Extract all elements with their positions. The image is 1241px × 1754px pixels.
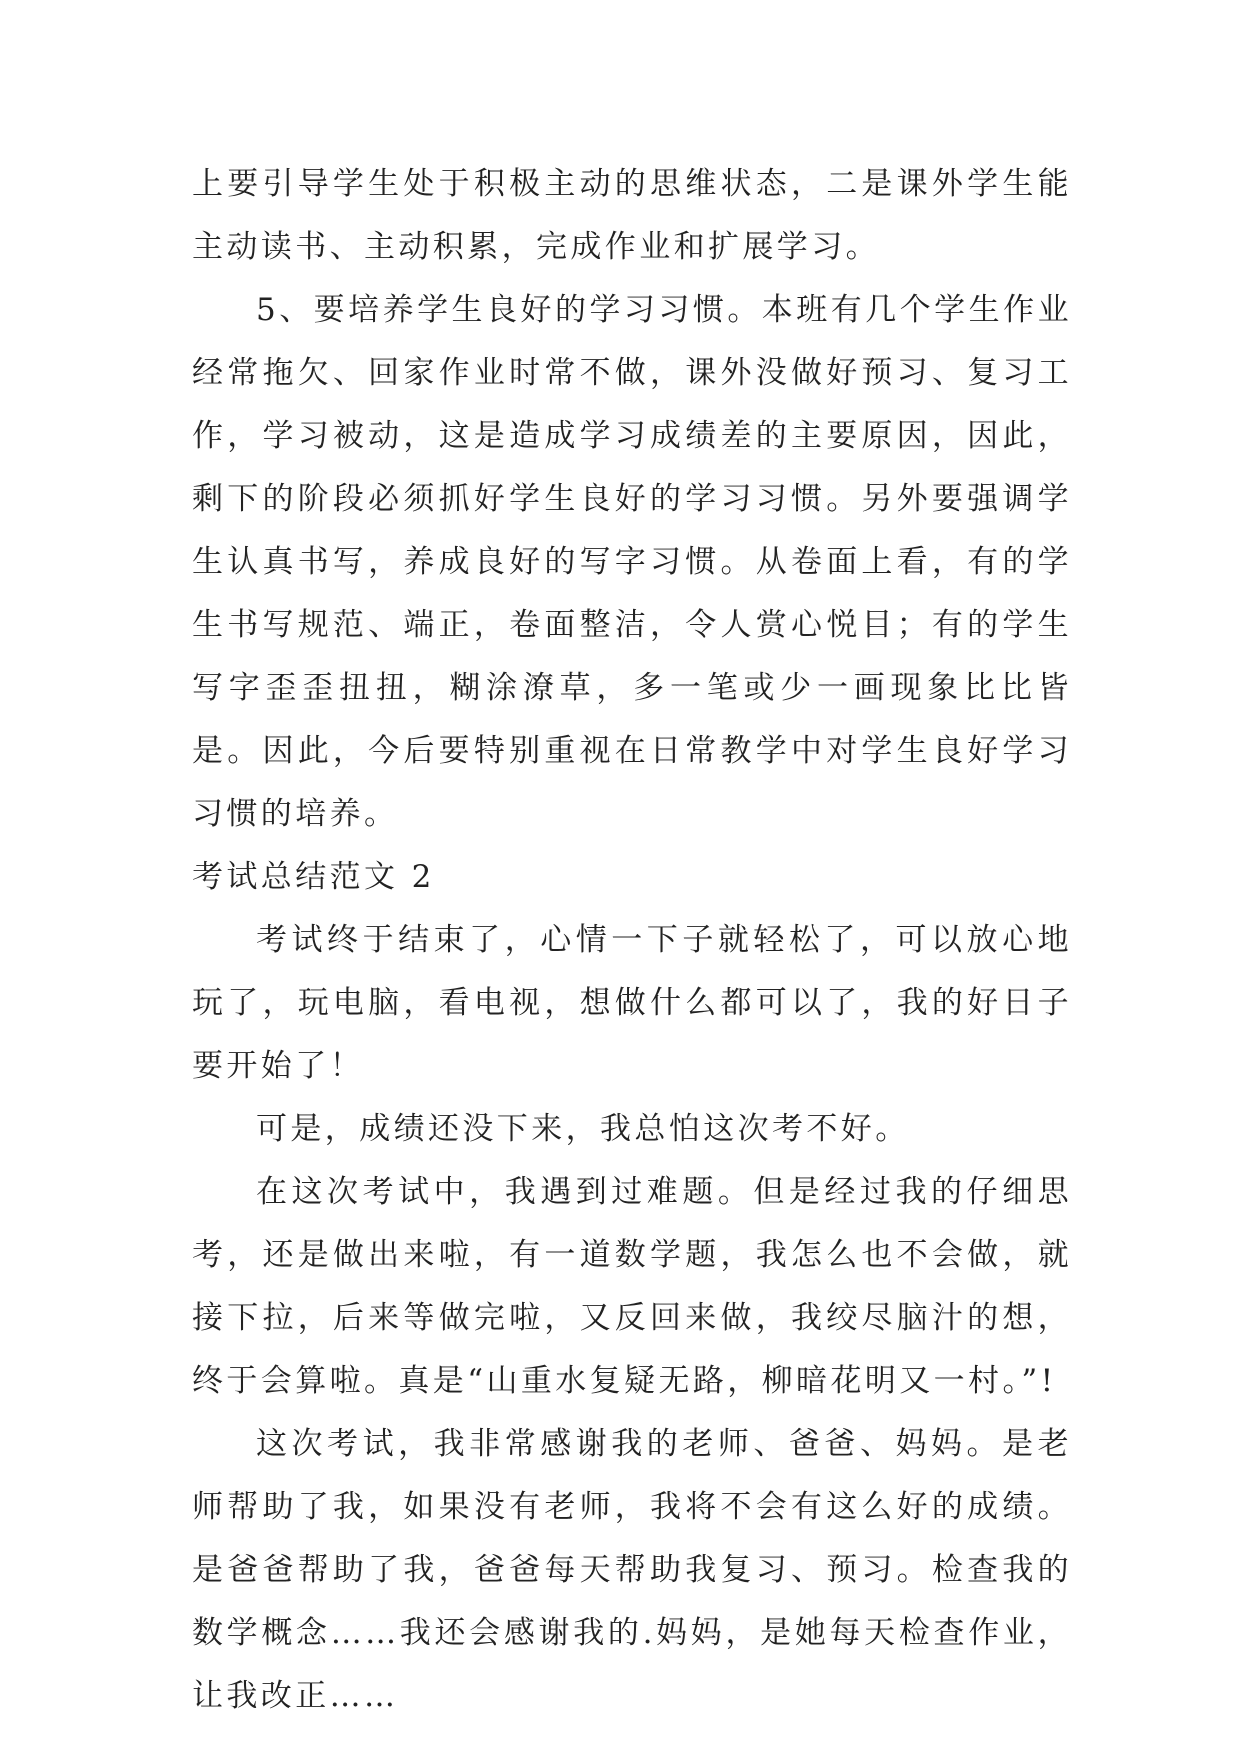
document-body — [192, 153, 1072, 1728]
section-heading: 考试总结范文 2 — [192, 859, 435, 895]
paragraph-thanks: 这次考试，我非常感谢我的老师、爸爸、妈妈。是老师帮助了我，如果没有老师，我将不会有这么好的成绩。是爸爸帮助了我，爸爸每天帮助我复习、预习。检查我的数学概念……我还会感谢我的.妈妈，是她每天检查作业，让我改正…… — [192, 1426, 1072, 1714]
paragraph-continuation: 上要引导学生处于积极主动的思维状态，二是课外学生能主动读书、主动积累，完成作业和扩展学习。 — [192, 166, 1072, 265]
paragraph-study-habits: 5、要培养学生良好的学习习惯。本班有几个学生作业经常拖欠、回家作业时常不做，课外没做好预习、复习工作，学习被动，这是造成学习成绩差的主要原因，因此，剩下的阶段必须抓好学生良好的学习习惯。另外要强调学生认真书写，养成良好的写字习惯。从卷面上看，有的学生书写规范、端正，卷面整洁，令人赏心悦目；有的学生写字歪歪扭扭，糊涂潦草，多一笔或少一画现象比比皆是。因此，今后要特别重视在日常教学中对学生良好学习习惯的培养。 — [192, 292, 1072, 832]
paragraph-difficult-question: 在这次考试中，我遇到过难题。但是经过我的仔细思考，还是做出来啦，有一道数学题，我怎么也不会做，就接下拉，后来等做完啦，又反回来做，我绞尽脑汁的想，终于会算啦。真是“山重水复疑无路，柳暗花明又一村。”! — [192, 1174, 1072, 1399]
paragraph-worry: 可是，成绩还没下来，我总怕这次考不好。 — [256, 1111, 910, 1147]
paragraph-exam-finished: 考试终于结束了，心情一下子就轻松了，可以放心地玩了，玩电脑，看电视，想做什么都可以了，我的好日子要开始了！ — [192, 922, 1072, 1084]
